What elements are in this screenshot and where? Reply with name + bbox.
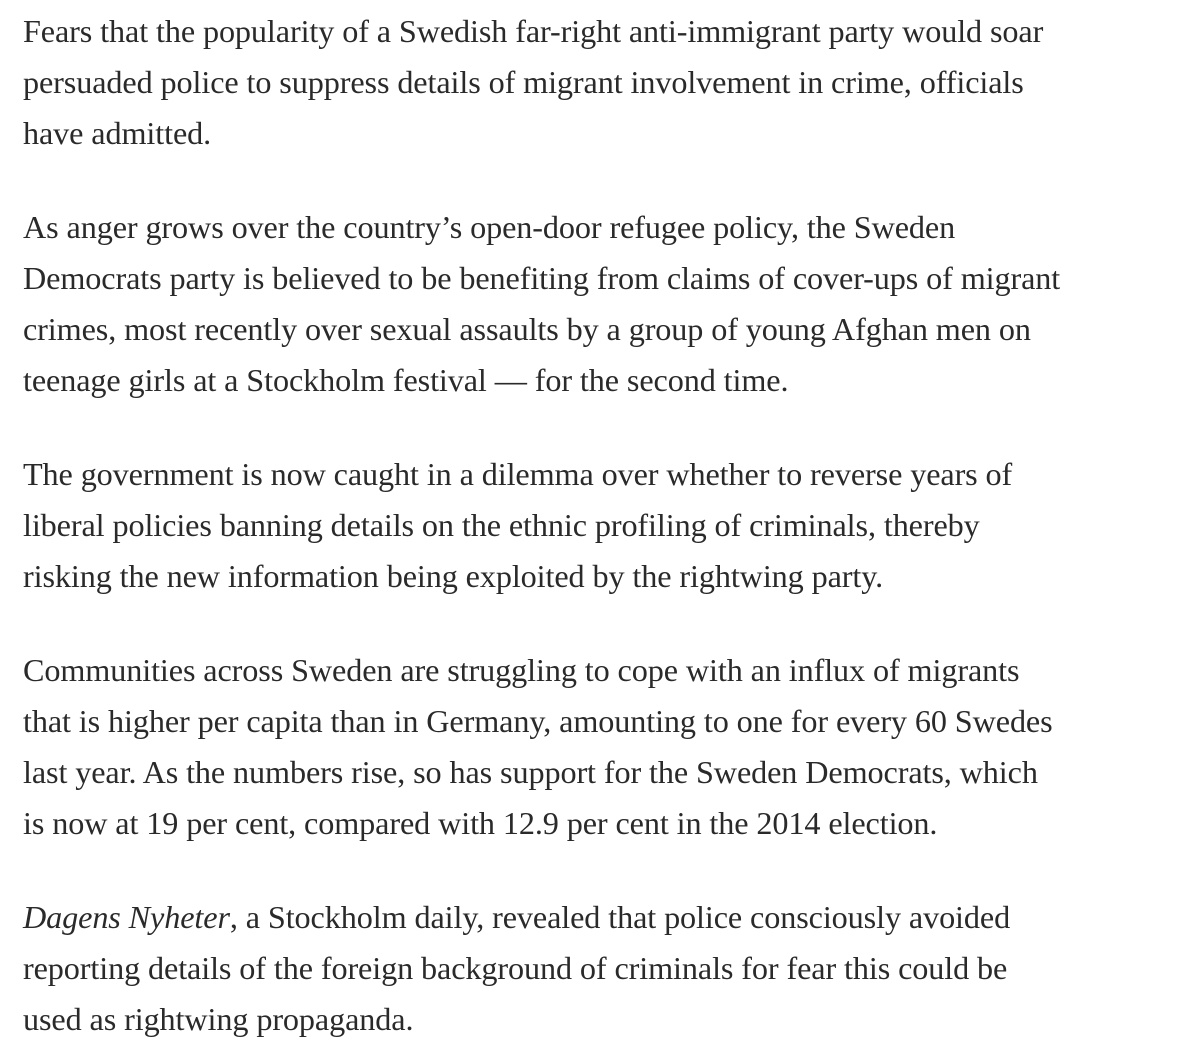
paragraph-4 (23, 645, 1183, 849)
paragraph-line: reporting details of the foreign background of criminals for fear this could be (23, 950, 1008, 986)
paragraph-line: persuaded police to suppress details of migrant involvement in crime, officials (23, 64, 1024, 100)
paragraph-line: that is higher per capita than in Germany, amounting to one for every 60 Swedes (23, 703, 1053, 739)
paragraph-line: Communities across Sweden are struggling to cope with an influx of migrants (23, 652, 1020, 688)
paragraph-line: is now at 19 per cent, compared with 12.9 per cent in the 2014 election. (23, 805, 938, 841)
paragraph-line: Democrats party is believed to be benefiting from claims of cover-ups of migrant (23, 260, 1061, 296)
paragraph-3 (23, 449, 1183, 602)
publication-name: Dagens Nyheter (23, 899, 230, 935)
paragraph-line: have admitted. (23, 115, 212, 151)
paragraph-line: The government is now caught in a dilemma over whether to reverse years of (23, 456, 1013, 492)
paragraph-1 (23, 6, 1183, 159)
paragraph-line: As anger grows over the country’s open-door refugee policy, the Sweden (23, 209, 956, 245)
paragraph-2 (23, 202, 1183, 406)
paragraph-line: teenage girls at a Stockholm festival — for the second time. (23, 362, 789, 398)
paragraph-line: risking the new information being exploited by the rightwing party. (23, 558, 884, 594)
paragraph-line: used as rightwing propaganda. (23, 1001, 414, 1037)
paragraph-line: crimes, most recently over sexual assaults by a group of young Afghan men on (23, 311, 1031, 347)
article-body (23, 6, 1183, 1045)
paragraph-5 (23, 892, 1183, 1045)
paragraph-line: Fears that the popularity of a Swedish far-right anti-immigrant party would soar (23, 13, 1044, 49)
paragraph-line: last year. As the numbers rise, so has support for the Sweden Democrats, which (23, 754, 1038, 790)
paragraph-line-rest: , a Stockholm daily, revealed that police consciously avoided (229, 899, 1011, 935)
paragraph-line: liberal policies banning details on the ethnic profiling of criminals, thereby (23, 507, 980, 543)
paragraph-line (23, 892, 1183, 943)
